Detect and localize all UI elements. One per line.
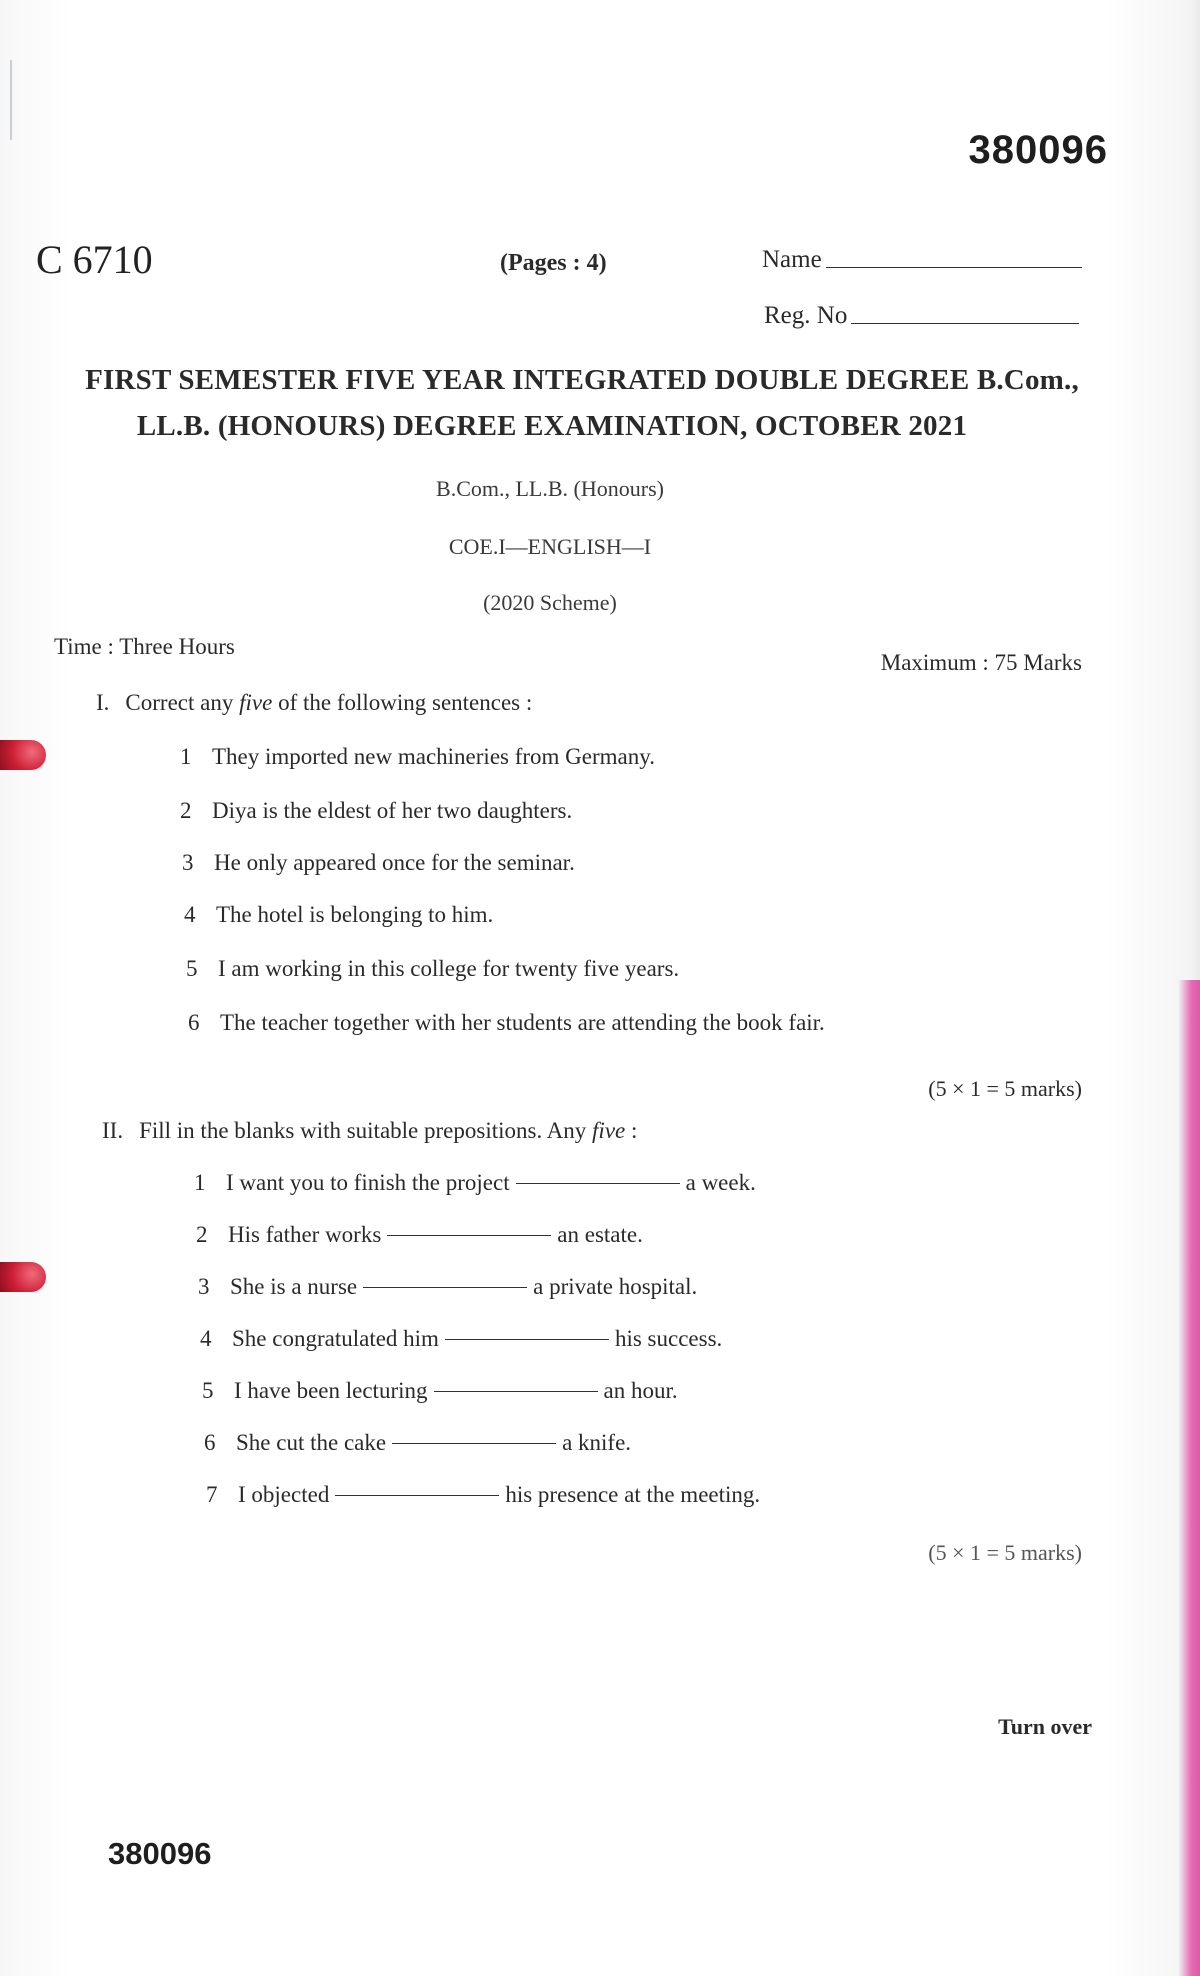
item-number: 2: [180, 798, 192, 823]
item-text: a private hospital.: [533, 1274, 698, 1299]
item-text: She congratulated him: [232, 1326, 439, 1351]
item-number: 6: [188, 1010, 200, 1035]
item-text: Diya is the eldest of her two daughters.: [212, 798, 573, 823]
item-number: 5: [186, 956, 198, 981]
name-field: [762, 246, 1082, 274]
item-number: 6: [204, 1430, 216, 1455]
turn-over-note: Turn over: [998, 1714, 1092, 1739]
item-text: a knife.: [562, 1430, 632, 1455]
instruction-text: Correct any: [125, 690, 240, 715]
scheme: (2020 Scheme): [483, 590, 617, 615]
binding-pin-icon: [0, 740, 46, 770]
list-item: [204, 1430, 631, 1456]
fill-blank: [335, 1495, 499, 1496]
course-name: B.Com., LL.B. (Honours): [436, 476, 664, 501]
barcode-number-bottom: 380096: [108, 1836, 212, 1871]
list-item: [196, 1222, 643, 1248]
item-number: 3: [198, 1274, 210, 1299]
reg-no-blank: [851, 323, 1079, 324]
instruction-text: :: [625, 1118, 638, 1143]
section-number: II.: [102, 1118, 124, 1143]
item-text: His father works: [228, 1222, 382, 1247]
list-item: [198, 1274, 697, 1300]
item-text: She is a nurse: [230, 1274, 358, 1299]
list-item: [180, 798, 572, 824]
item-number: 5: [202, 1378, 214, 1403]
item-text: his success.: [614, 1326, 723, 1351]
list-item: [206, 1482, 760, 1508]
fill-blank: [392, 1443, 556, 1444]
item-text: The teacher together with her students are attending the book fair.: [220, 1010, 825, 1035]
page-edge-shadow: [1190, 0, 1200, 980]
item-text: an hour.: [603, 1378, 678, 1403]
list-item: [182, 850, 575, 876]
list-item: [180, 744, 655, 770]
fill-blank: [434, 1391, 598, 1392]
section-2-marks: (5 × 1 = 5 marks): [928, 1540, 1082, 1565]
list-item: [188, 1010, 825, 1036]
maximum-marks: Maximum : 75 Marks: [880, 650, 1082, 675]
pen-mark: [10, 60, 42, 140]
item-number: 2: [196, 1222, 208, 1247]
item-number: 7: [206, 1482, 218, 1507]
item-text: I am working in this college for twenty five years.: [218, 956, 680, 981]
list-item: [200, 1326, 722, 1352]
item-text: I objected: [238, 1482, 330, 1507]
list-item: [184, 902, 493, 928]
binding-pin-icon: [0, 1262, 46, 1292]
barcode-number-top: 380096: [968, 128, 1108, 172]
list-item: [202, 1378, 678, 1404]
instruction-text: Fill in the blanks with suitable prepositions. Any: [139, 1118, 593, 1143]
instruction-emphasis: five: [592, 1118, 626, 1143]
list-item: [186, 956, 679, 982]
exam-title-line-2: LL.B. (HONOURS) DEGREE EXAMINATION, OCTOBER 2021: [136, 410, 968, 442]
section-2-instruction: [102, 1118, 637, 1144]
section-number: I.: [96, 690, 110, 715]
item-text: She cut the cake: [236, 1430, 387, 1455]
item-text: a week.: [685, 1170, 756, 1195]
item-number: 1: [194, 1170, 206, 1195]
item-text: They imported new machineries from Germany.: [212, 744, 656, 769]
reg-no-field: [764, 302, 1079, 330]
exam-time: Time : Three Hours: [54, 634, 235, 659]
item-number: 1: [180, 744, 192, 769]
name-label: Name: [762, 246, 822, 273]
fill-blank: [363, 1287, 527, 1288]
list-item: [194, 1170, 756, 1196]
exam-title-line-1: FIRST SEMESTER FIVE YEAR INTEGRATED DOUBLE DEGREE B.Com.,: [85, 364, 1079, 396]
item-text: He only appeared once for the seminar.: [214, 850, 575, 875]
item-text: The hotel is belonging to him.: [216, 902, 494, 927]
item-text: I want you to finish the project: [226, 1170, 510, 1195]
fill-blank: [387, 1235, 551, 1236]
item-number: 3: [182, 850, 194, 875]
fill-blank: [445, 1339, 609, 1340]
instruction-emphasis: five: [239, 690, 273, 715]
page-count: (Pages : 4): [500, 250, 607, 276]
item-text: I have been lecturing: [234, 1378, 428, 1403]
paper-name: COE.I—ENGLISH—I: [448, 534, 652, 559]
pink-page-edge: [1178, 980, 1200, 1976]
fill-blank: [516, 1183, 680, 1184]
reg-no-label: Reg. No: [764, 302, 848, 329]
section-1-marks: (5 × 1 = 5 marks): [928, 1076, 1082, 1101]
name-blank: [826, 267, 1082, 268]
item-text: his presence at the meeting.: [505, 1482, 761, 1507]
item-number: 4: [184, 902, 196, 927]
paper-code: C 6710: [36, 237, 153, 282]
item-number: 4: [200, 1326, 212, 1351]
instruction-text: of the following sentences :: [272, 690, 533, 715]
item-text: an estate.: [557, 1222, 643, 1247]
section-1-instruction: [96, 690, 532, 716]
